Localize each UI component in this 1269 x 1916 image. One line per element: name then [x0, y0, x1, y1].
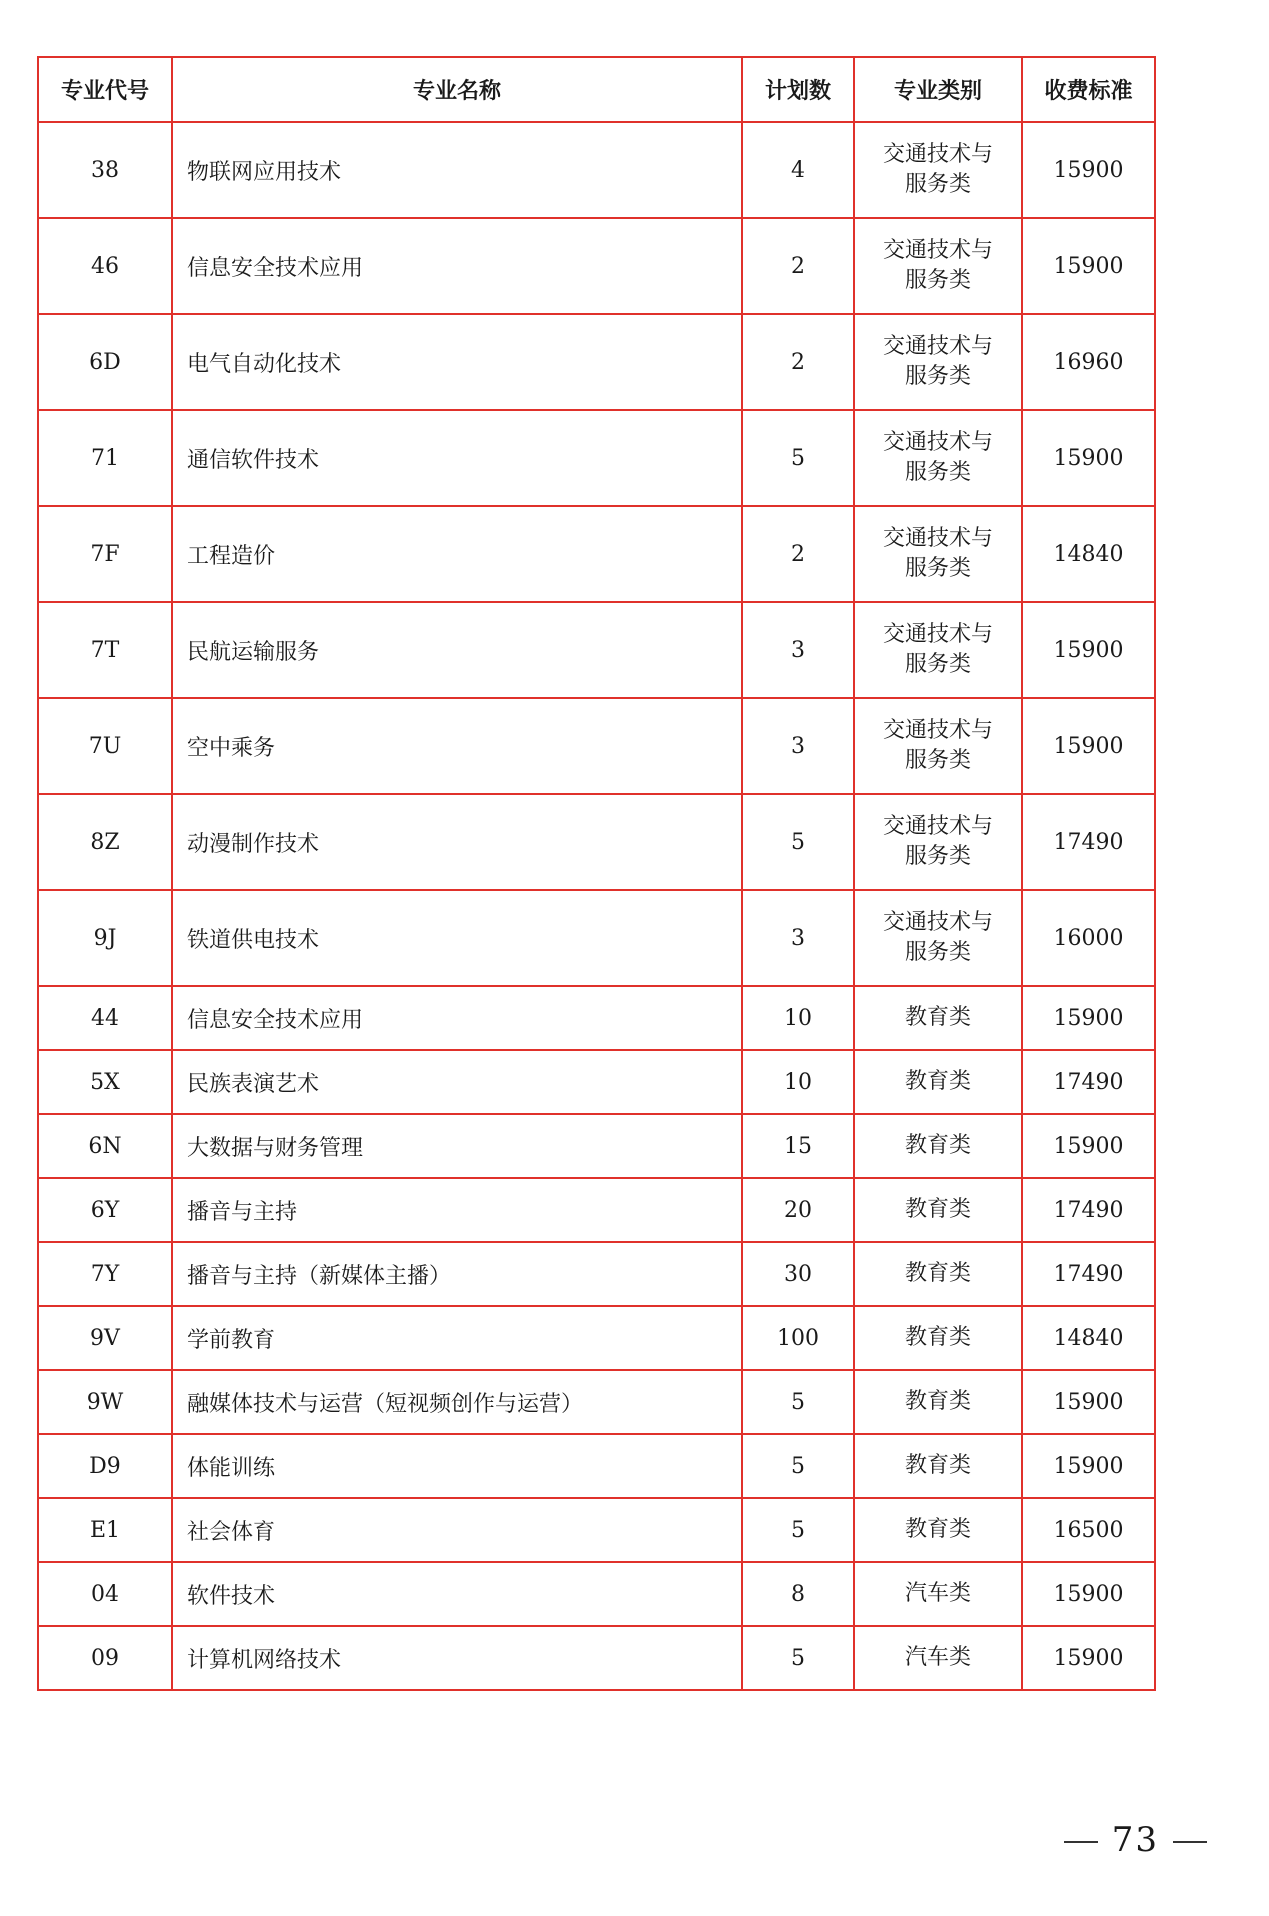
- header-fee: 收费标准: [1022, 57, 1155, 122]
- table-row: [38, 1434, 1155, 1498]
- cell-plan: [742, 1498, 854, 1562]
- cell-fee-text: 16960: [1053, 349, 1124, 375]
- cell-fee: [1022, 602, 1155, 698]
- page-dash-right: [1173, 1841, 1207, 1843]
- cell-name-text: 工程造价: [187, 543, 276, 569]
- cell-category-text: 交通技术与服务类: [882, 718, 993, 773]
- cell-name-text: 大数据与财务管理: [187, 1135, 364, 1161]
- cell-plan-text: 2: [791, 349, 805, 375]
- table-row: [38, 1626, 1155, 1690]
- cell-code-text: 44: [91, 1005, 119, 1031]
- cell-plan: [742, 698, 854, 794]
- cell-name: [172, 890, 742, 986]
- cell-category-text: 交通技术与服务类: [882, 814, 993, 869]
- cell-category: [854, 794, 1022, 890]
- cell-name-text: 计算机网络技术: [187, 1647, 342, 1673]
- cell-name: [172, 1562, 742, 1626]
- cell-fee-text: 17490: [1053, 1069, 1124, 1095]
- cell-plan: [742, 1114, 854, 1178]
- cell-code-text: D9: [89, 1453, 121, 1479]
- cell-code: [38, 1306, 172, 1370]
- header-name: 专业名称: [172, 57, 742, 122]
- cell-code-text: 7F: [90, 541, 120, 567]
- cell-plan-text: 4: [791, 157, 805, 183]
- table-row: [38, 122, 1155, 218]
- cell-category-text: 交通技术与服务类: [882, 526, 993, 581]
- cell-code-text: 6D: [89, 349, 121, 375]
- cell-name-text: 信息安全技术应用: [187, 255, 364, 281]
- cell-code: [38, 122, 172, 218]
- table-row: [38, 986, 1155, 1050]
- cell-plan: [742, 794, 854, 890]
- cell-name: [172, 1050, 742, 1114]
- cell-category: [854, 1178, 1022, 1242]
- cell-fee: [1022, 314, 1155, 410]
- cell-plan-text: 5: [791, 1453, 805, 1479]
- table-row: [38, 1050, 1155, 1114]
- cell-name-text: 民航运输服务: [187, 639, 320, 665]
- cell-name: [172, 1178, 742, 1242]
- cell-name: [172, 122, 742, 218]
- cell-code: [38, 794, 172, 890]
- cell-fee-text: 15900: [1053, 157, 1124, 183]
- cell-plan: [742, 1242, 854, 1306]
- cell-fee-text: 15900: [1053, 1005, 1124, 1031]
- cell-name-text: 通信软件技术: [187, 447, 320, 473]
- table-row: [38, 1370, 1155, 1434]
- cell-fee: [1022, 698, 1155, 794]
- cell-fee: [1022, 794, 1155, 890]
- cell-code: [38, 602, 172, 698]
- cell-name: [172, 602, 742, 698]
- cell-fee-text: 15900: [1053, 1133, 1124, 1159]
- cell-plan-text: 5: [791, 445, 805, 471]
- cell-name: [172, 1370, 742, 1434]
- cell-fee: [1022, 410, 1155, 506]
- cell-category-text: 教育类: [904, 1325, 971, 1350]
- cell-name-text: 体能训练: [187, 1455, 276, 1481]
- cell-code: [38, 890, 172, 986]
- page-number: [1050, 1820, 1221, 1860]
- cell-name: [172, 1242, 742, 1306]
- cell-plan: [742, 1050, 854, 1114]
- cell-plan-text: 2: [791, 253, 805, 279]
- cell-plan-text: 5: [791, 1645, 805, 1671]
- cell-category-text: 教育类: [904, 1197, 971, 1222]
- cell-code: [38, 1434, 172, 1498]
- majors-table: [37, 56, 1156, 1691]
- cell-name: [172, 1626, 742, 1690]
- cell-plan: [742, 890, 854, 986]
- cell-name-text: 电气自动化技术: [187, 351, 342, 377]
- cell-plan: [742, 1434, 854, 1498]
- cell-category: [854, 1562, 1022, 1626]
- cell-fee-text: 15900: [1053, 637, 1124, 663]
- cell-category-text: 教育类: [904, 1517, 971, 1542]
- table-row: [38, 794, 1155, 890]
- cell-name: [172, 986, 742, 1050]
- cell-code: [38, 1626, 172, 1690]
- cell-name-text: 融媒体技术与运营（短视频创作与运营）: [187, 1391, 584, 1417]
- cell-code: [38, 1562, 172, 1626]
- cell-fee: [1022, 1242, 1155, 1306]
- cell-fee-text: 15900: [1053, 445, 1124, 471]
- cell-plan-text: 10: [784, 1069, 812, 1095]
- cell-plan-text: 3: [791, 637, 805, 663]
- cell-name: [172, 1434, 742, 1498]
- cell-code-text: 09: [91, 1645, 119, 1671]
- cell-plan-text: 15: [784, 1133, 812, 1159]
- cell-plan: [742, 1178, 854, 1242]
- cell-category-text: 交通技术与服务类: [882, 238, 993, 293]
- cell-category: [854, 506, 1022, 602]
- cell-plan: [742, 1626, 854, 1690]
- cell-category: [854, 122, 1022, 218]
- cell-plan-text: 5: [791, 829, 805, 855]
- table-row: [38, 602, 1155, 698]
- table-row: [38, 1178, 1155, 1242]
- cell-category-text: 交通技术与服务类: [882, 430, 993, 485]
- cell-fee: [1022, 1434, 1155, 1498]
- cell-name-text: 播音与主持: [187, 1199, 298, 1225]
- cell-fee-text: 17490: [1053, 1197, 1124, 1223]
- cell-plan: [742, 314, 854, 410]
- table-row: [38, 1114, 1155, 1178]
- cell-category-text: 交通技术与服务类: [882, 142, 993, 197]
- cell-fee-text: 16500: [1053, 1517, 1124, 1543]
- table-header-row: [38, 57, 1155, 122]
- cell-fee: [1022, 890, 1155, 986]
- cell-fee: [1022, 218, 1155, 314]
- cell-code: [38, 314, 172, 410]
- cell-fee-text: 15900: [1053, 733, 1124, 759]
- cell-category: [854, 890, 1022, 986]
- cell-plan: [742, 410, 854, 506]
- table-row: [38, 218, 1155, 314]
- cell-code-text: 9J: [93, 925, 117, 951]
- cell-category-text: 教育类: [904, 1261, 971, 1286]
- cell-name-text: 铁道供电技术: [187, 927, 320, 953]
- table-row: [38, 1306, 1155, 1370]
- cell-name: [172, 1306, 742, 1370]
- cell-category-text: 交通技术与服务类: [882, 334, 993, 389]
- cell-code: [38, 1050, 172, 1114]
- cell-category: [854, 314, 1022, 410]
- cell-fee-text: 15900: [1053, 1645, 1124, 1671]
- cell-fee-text: 15900: [1053, 253, 1124, 279]
- cell-category-text: 教育类: [904, 1069, 971, 1094]
- cell-fee: [1022, 986, 1155, 1050]
- cell-code-text: E1: [89, 1517, 121, 1543]
- cell-fee: [1022, 1626, 1155, 1690]
- cell-plan-text: 2: [791, 541, 805, 567]
- cell-plan-text: 30: [784, 1261, 812, 1287]
- cell-fee-text: 17490: [1053, 1261, 1124, 1287]
- cell-plan-text: 3: [791, 925, 805, 951]
- cell-name: [172, 314, 742, 410]
- cell-category: [854, 1306, 1022, 1370]
- header-code: 专业代号: [38, 57, 172, 122]
- cell-category: [854, 986, 1022, 1050]
- cell-code-text: 46: [91, 253, 119, 279]
- cell-category: [854, 698, 1022, 794]
- cell-fee: [1022, 1306, 1155, 1370]
- cell-code: [38, 1178, 172, 1242]
- cell-name: [172, 218, 742, 314]
- cell-category-text: 教育类: [904, 1005, 971, 1030]
- cell-fee: [1022, 1114, 1155, 1178]
- cell-plan: [742, 1370, 854, 1434]
- cell-code-text: 6Y: [90, 1197, 120, 1223]
- cell-name-text: 空中乘务: [187, 735, 276, 761]
- cell-name: [172, 794, 742, 890]
- cell-name-text: 播音与主持（新媒体主播）: [187, 1263, 452, 1289]
- cell-plan: [742, 122, 854, 218]
- cell-code-text: 71: [91, 445, 119, 471]
- cell-category-text: 汽车类: [904, 1645, 971, 1670]
- cell-code: [38, 1242, 172, 1306]
- table-row: [38, 890, 1155, 986]
- table-row: [38, 506, 1155, 602]
- cell-fee: [1022, 506, 1155, 602]
- cell-code-text: 9V: [90, 1325, 120, 1351]
- cell-category-text: 汽车类: [904, 1581, 971, 1606]
- cell-name-text: 学前教育: [187, 1327, 276, 1353]
- cell-name-text: 社会体育: [187, 1519, 276, 1545]
- cell-fee-text: 14840: [1053, 1325, 1124, 1351]
- table-row: [38, 410, 1155, 506]
- cell-category-text: 教育类: [904, 1389, 971, 1414]
- cell-category-text: 交通技术与服务类: [882, 910, 993, 965]
- cell-name-text: 物联网应用技术: [187, 159, 342, 185]
- cell-fee-text: 14840: [1053, 541, 1124, 567]
- cell-name: [172, 1498, 742, 1562]
- cell-name-text: 软件技术: [187, 1583, 276, 1609]
- cell-code-text: 8Z: [90, 829, 120, 855]
- cell-category: [854, 602, 1022, 698]
- cell-code: [38, 1498, 172, 1562]
- cell-code: [38, 986, 172, 1050]
- cell-category: [854, 410, 1022, 506]
- cell-plan: [742, 506, 854, 602]
- cell-plan: [742, 1562, 854, 1626]
- cell-category: [854, 1114, 1022, 1178]
- cell-category: [854, 1242, 1022, 1306]
- cell-code-text: 7U: [88, 733, 122, 759]
- cell-name-text: 信息安全技术应用: [187, 1007, 364, 1033]
- cell-code-text: 04: [91, 1581, 119, 1607]
- cell-code: [38, 1114, 172, 1178]
- cell-plan-text: 3: [791, 733, 805, 759]
- cell-code-text: 7T: [90, 637, 120, 663]
- table-row: [38, 1242, 1155, 1306]
- header-category: 专业类别: [854, 57, 1022, 122]
- cell-code: [38, 506, 172, 602]
- cell-name: [172, 1114, 742, 1178]
- cell-category: [854, 1626, 1022, 1690]
- table-row: [38, 1498, 1155, 1562]
- cell-plan-text: 10: [784, 1005, 812, 1031]
- cell-plan-text: 5: [791, 1389, 805, 1415]
- cell-fee-text: 17490: [1053, 829, 1124, 855]
- cell-plan: [742, 602, 854, 698]
- page-number-value: 73: [1111, 1820, 1159, 1860]
- cell-code-text: 9W: [86, 1389, 124, 1415]
- cell-category: [854, 1370, 1022, 1434]
- cell-fee: [1022, 122, 1155, 218]
- cell-code: [38, 218, 172, 314]
- cell-fee: [1022, 1370, 1155, 1434]
- table-row: [38, 698, 1155, 794]
- cell-code-text: 6N: [88, 1133, 122, 1159]
- cell-category-text: 交通技术与服务类: [882, 622, 993, 677]
- cell-name-text: 动漫制作技术: [187, 831, 320, 857]
- cell-fee: [1022, 1050, 1155, 1114]
- cell-plan-text: 20: [784, 1197, 812, 1223]
- header-plan: 计划数: [742, 57, 854, 122]
- cell-plan: [742, 986, 854, 1050]
- cell-name-text: 民族表演艺术: [187, 1071, 320, 1097]
- cell-category-text: 教育类: [904, 1453, 971, 1478]
- cell-category-text: 教育类: [904, 1133, 971, 1158]
- cell-code-text: 5X: [90, 1069, 120, 1095]
- cell-code: [38, 698, 172, 794]
- cell-plan-text: 5: [791, 1517, 805, 1543]
- cell-fee: [1022, 1562, 1155, 1626]
- cell-plan: [742, 1306, 854, 1370]
- cell-code: [38, 410, 172, 506]
- cell-fee: [1022, 1178, 1155, 1242]
- cell-category: [854, 1498, 1022, 1562]
- cell-category: [854, 1434, 1022, 1498]
- page-dash-left: [1064, 1841, 1098, 1843]
- cell-plan: [742, 218, 854, 314]
- cell-name: [172, 506, 742, 602]
- cell-code-text: 7Y: [90, 1261, 120, 1287]
- cell-fee-text: 15900: [1053, 1581, 1124, 1607]
- cell-category: [854, 1050, 1022, 1114]
- cell-fee-text: 16000: [1053, 925, 1124, 951]
- cell-plan-text: 8: [791, 1581, 805, 1607]
- cell-fee: [1022, 1498, 1155, 1562]
- cell-fee-text: 15900: [1053, 1453, 1124, 1479]
- cell-name: [172, 410, 742, 506]
- cell-plan-text: 100: [777, 1325, 819, 1351]
- cell-name: [172, 698, 742, 794]
- table-row: [38, 314, 1155, 410]
- cell-code: [38, 1370, 172, 1434]
- cell-code-text: 38: [91, 157, 119, 183]
- cell-category: [854, 218, 1022, 314]
- cell-fee-text: 15900: [1053, 1389, 1124, 1415]
- table-row: [38, 1562, 1155, 1626]
